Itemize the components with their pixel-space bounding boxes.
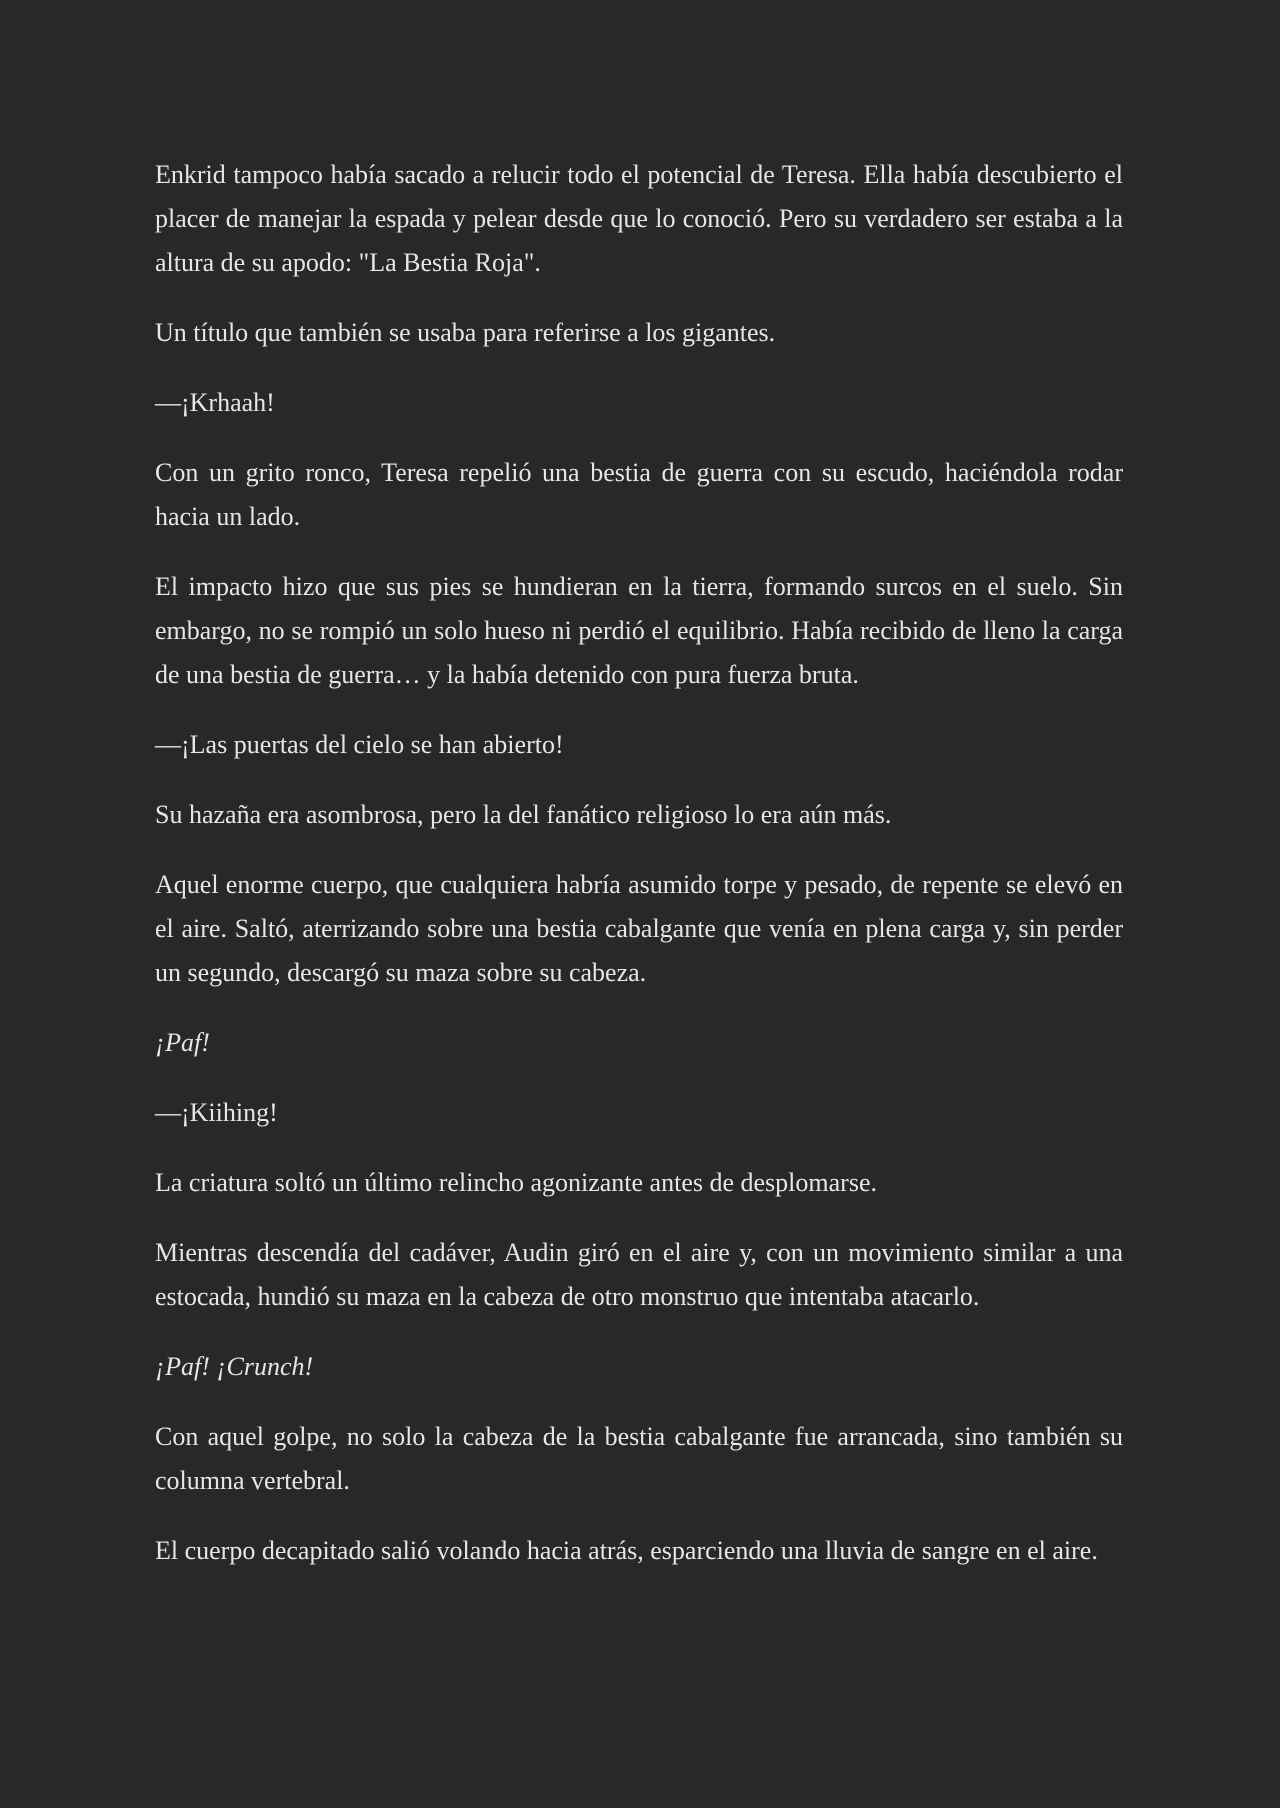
dialogue-line: —¡Krhaah! xyxy=(155,388,275,417)
dialogue-line: —¡Las puertas del cielo se han abierto! xyxy=(155,730,564,759)
reading-page xyxy=(155,153,1123,1599)
paragraph: Un título que también se usaba para referirse a los gigantes. xyxy=(155,318,776,347)
sound-effect: ¡Paf! ¡Crunch! xyxy=(155,1352,314,1381)
paragraph: El impacto hizo que sus pies se hundieran en la tierra, formando surcos en el suelo. Sin embargo, no se rompió un solo hueso ni perdió el equilibrio. Había recibido de lleno la carga de una bestia de guerra… y la había detenido con pura fuerza bruta. xyxy=(155,572,1123,689)
paragraph: El cuerpo decapitado salió volando hacia atrás, esparciendo una lluvia de sangre en el aire. xyxy=(155,1536,1098,1565)
paragraph: Con un grito ronco, Teresa repelió una bestia de guerra con su escudo, haciéndola rodar hacia un lado. xyxy=(155,458,1123,531)
paragraph: Enkrid tampoco había sacado a relucir todo el potencial de Teresa. Ella había descubierto el placer de manejar la espada y pelear desde que lo conoció. Pero su verdadero ser estaba a la altura de su apodo: "La Bestia Roja". xyxy=(155,160,1123,277)
dialogue-line: —¡Kiihing! xyxy=(155,1098,278,1127)
paragraph: Con aquel golpe, no solo la cabeza de la bestia cabalgante fue arrancada, sino también su columna vertebral. xyxy=(155,1422,1123,1495)
paragraph: Mientras descendía del cadáver, Audin giró en el aire y, con un movimiento similar a una estocada, hundió su maza en la cabeza de otro monstruo que intentaba atacarlo. xyxy=(155,1238,1123,1311)
paragraph: Aquel enorme cuerpo, que cualquiera habría asumido torpe y pesado, de repente se elevó en el aire. Saltó, aterrizando sobre una bestia cabalgante que venía en plena carga y, sin perder un segundo, descargó su maza sobre su cabeza. xyxy=(155,870,1123,987)
paragraph: La criatura soltó un último relincho agonizante antes de desplomarse. xyxy=(155,1168,877,1197)
paragraph: Su hazaña era asombrosa, pero la del fanático religioso lo era aún más. xyxy=(155,800,892,829)
sound-effect: ¡Paf! xyxy=(155,1028,210,1057)
